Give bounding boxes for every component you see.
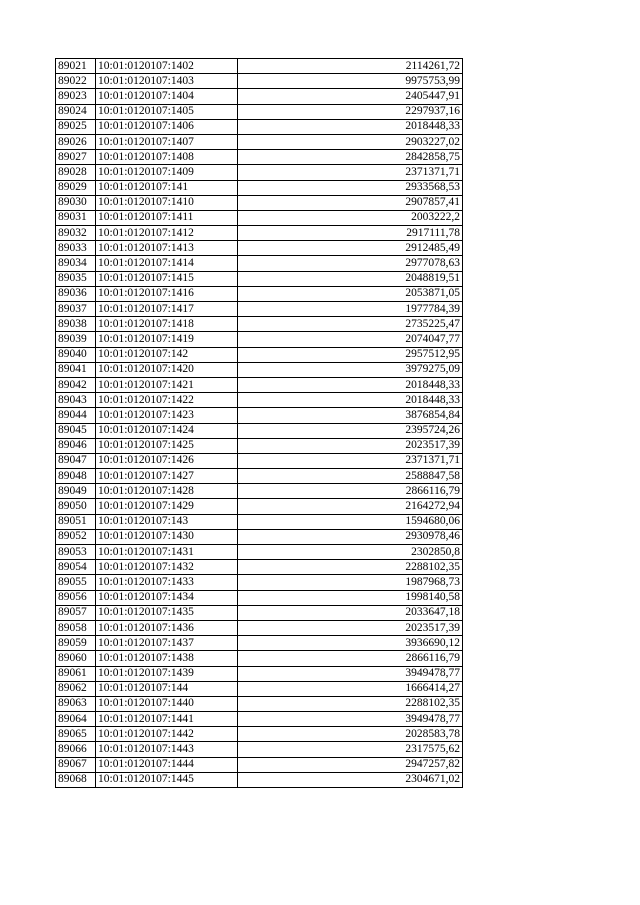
cadastral-number-cell: 10:01:0120107:1445	[96, 772, 238, 787]
cadastral-number-cell: 10:01:0120107:1420	[96, 362, 238, 377]
row-number-cell: 89055	[56, 575, 96, 590]
row-number-cell: 89021	[56, 59, 96, 74]
table-row	[56, 362, 463, 377]
cadastral-value-table	[55, 58, 463, 788]
row-number-cell: 89061	[56, 666, 96, 681]
table-row	[56, 727, 463, 742]
table-row	[56, 256, 463, 271]
cadastral-value-cell: 2933568,53	[238, 180, 463, 195]
row-number-cell: 89056	[56, 590, 96, 605]
cadastral-value-cell: 2957512,95	[238, 347, 463, 362]
row-number-cell: 89048	[56, 469, 96, 484]
table-row	[56, 681, 463, 696]
cadastral-number-cell: 10:01:0120107:1418	[96, 317, 238, 332]
cadastral-value-cell: 2371371,71	[238, 453, 463, 468]
cadastral-number-cell: 10:01:0120107:1435	[96, 605, 238, 620]
table-row	[56, 119, 463, 134]
document-sheet	[55, 58, 462, 788]
table-row	[56, 636, 463, 651]
table-row	[56, 302, 463, 317]
cadastral-number-cell: 10:01:0120107:1438	[96, 651, 238, 666]
cadastral-value-cell: 2302850,8	[238, 545, 463, 560]
cadastral-number-cell: 10:01:0120107:1434	[96, 590, 238, 605]
cadastral-number-cell: 10:01:0120107:1407	[96, 134, 238, 149]
row-number-cell: 89029	[56, 180, 96, 195]
cadastral-number-cell: 10:01:0120107:144	[96, 681, 238, 696]
row-number-cell: 89041	[56, 362, 96, 377]
cadastral-value-cell: 2903227,02	[238, 134, 463, 149]
cadastral-number-cell: 10:01:0120107:1426	[96, 453, 238, 468]
row-number-cell: 89044	[56, 408, 96, 423]
table-row	[56, 317, 463, 332]
row-number-cell: 89035	[56, 271, 96, 286]
cadastral-number-cell: 10:01:0120107:1414	[96, 256, 238, 271]
table-row	[56, 560, 463, 575]
table-row	[56, 666, 463, 681]
row-number-cell: 89022	[56, 74, 96, 89]
row-number-cell: 89027	[56, 150, 96, 165]
cadastral-number-cell: 10:01:0120107:1422	[96, 393, 238, 408]
row-number-cell: 89065	[56, 727, 96, 742]
row-number-cell: 89060	[56, 651, 96, 666]
row-number-cell: 89030	[56, 195, 96, 210]
cadastral-value-cell: 2912485,49	[238, 241, 463, 256]
row-number-cell: 89031	[56, 210, 96, 225]
row-number-cell: 89050	[56, 499, 96, 514]
cadastral-number-cell: 10:01:0120107:1443	[96, 742, 238, 757]
table-row	[56, 408, 463, 423]
table-row	[56, 651, 463, 666]
cadastral-value-cell: 2842858,75	[238, 150, 463, 165]
cadastral-number-cell: 10:01:0120107:1413	[96, 241, 238, 256]
cadastral-value-cell: 2048819,51	[238, 271, 463, 286]
row-number-cell: 89054	[56, 560, 96, 575]
cadastral-value-cell: 1987968,73	[238, 575, 463, 590]
table-row	[56, 347, 463, 362]
cadastral-number-cell: 10:01:0120107:1424	[96, 423, 238, 438]
cadastral-number-cell: 10:01:0120107:1404	[96, 89, 238, 104]
row-number-cell: 89064	[56, 712, 96, 727]
cadastral-value-cell: 2033647,18	[238, 605, 463, 620]
cadastral-value-cell: 2947257,82	[238, 757, 463, 772]
cadastral-number-cell: 10:01:0120107:1421	[96, 377, 238, 392]
row-number-cell: 89040	[56, 347, 96, 362]
cadastral-value-cell: 2395724,26	[238, 423, 463, 438]
cadastral-value-cell: 1977784,39	[238, 302, 463, 317]
cadastral-value-cell: 3949478,77	[238, 712, 463, 727]
cadastral-number-cell: 10:01:0120107:1440	[96, 696, 238, 711]
row-number-cell: 89037	[56, 302, 96, 317]
cadastral-number-cell: 10:01:0120107:1428	[96, 484, 238, 499]
cadastral-number-cell: 10:01:0120107:1416	[96, 286, 238, 301]
table-row	[56, 742, 463, 757]
row-number-cell: 89024	[56, 104, 96, 119]
row-number-cell: 89046	[56, 438, 96, 453]
table-row	[56, 150, 463, 165]
table-row	[56, 772, 463, 787]
cadastral-number-cell: 10:01:0120107:1411	[96, 210, 238, 225]
cadastral-number-cell: 10:01:0120107:141	[96, 180, 238, 195]
table-row	[56, 195, 463, 210]
cadastral-value-cell: 2023517,39	[238, 438, 463, 453]
cadastral-number-cell: 10:01:0120107:1415	[96, 271, 238, 286]
cadastral-number-cell: 10:01:0120107:1430	[96, 529, 238, 544]
row-number-cell: 89053	[56, 545, 96, 560]
table-row	[56, 104, 463, 119]
cadastral-number-cell: 10:01:0120107:1431	[96, 545, 238, 560]
row-number-cell: 89049	[56, 484, 96, 499]
cadastral-value-cell: 2003222,2	[238, 210, 463, 225]
cadastral-value-cell: 2735225,47	[238, 317, 463, 332]
table-row	[56, 165, 463, 180]
cadastral-value-cell: 2018448,33	[238, 377, 463, 392]
table-row	[56, 605, 463, 620]
cadastral-value-cell: 2288102,35	[238, 696, 463, 711]
cadastral-number-cell: 10:01:0120107:1442	[96, 727, 238, 742]
table-row	[56, 590, 463, 605]
row-number-cell: 89028	[56, 165, 96, 180]
cadastral-number-cell: 10:01:0120107:1409	[96, 165, 238, 180]
cadastral-number-cell: 10:01:0120107:142	[96, 347, 238, 362]
row-number-cell: 89042	[56, 377, 96, 392]
cadastral-value-cell: 3979275,09	[238, 362, 463, 377]
cadastral-value-cell: 9975753,99	[238, 74, 463, 89]
table-row	[56, 59, 463, 74]
row-number-cell: 89062	[56, 681, 96, 696]
cadastral-value-cell: 1666414,27	[238, 681, 463, 696]
table-row	[56, 74, 463, 89]
cadastral-number-cell: 10:01:0120107:1403	[96, 74, 238, 89]
cadastral-value-cell: 3936690,12	[238, 636, 463, 651]
table-row	[56, 241, 463, 256]
cadastral-value-cell: 2405447,91	[238, 89, 463, 104]
table-row	[56, 484, 463, 499]
cadastral-value-cell: 2866116,79	[238, 651, 463, 666]
table-row	[56, 575, 463, 590]
cadastral-value-cell: 2977078,63	[238, 256, 463, 271]
row-number-cell: 89067	[56, 757, 96, 772]
row-number-cell: 89039	[56, 332, 96, 347]
cadastral-number-cell: 10:01:0120107:1417	[96, 302, 238, 317]
cadastral-value-cell: 3949478,77	[238, 666, 463, 681]
cadastral-number-cell: 10:01:0120107:1402	[96, 59, 238, 74]
cadastral-number-cell: 10:01:0120107:143	[96, 514, 238, 529]
row-number-cell: 89036	[56, 286, 96, 301]
cadastral-value-cell: 2023517,39	[238, 620, 463, 635]
cadastral-number-cell: 10:01:0120107:1437	[96, 636, 238, 651]
cadastral-value-cell: 1594680,06	[238, 514, 463, 529]
row-number-cell: 89025	[56, 119, 96, 134]
cadastral-number-cell: 10:01:0120107:1439	[96, 666, 238, 681]
table-row	[56, 423, 463, 438]
cadastral-number-cell: 10:01:0120107:1429	[96, 499, 238, 514]
row-number-cell: 89057	[56, 605, 96, 620]
table-row	[56, 134, 463, 149]
cadastral-number-cell: 10:01:0120107:1432	[96, 560, 238, 575]
cadastral-value-cell: 2028583,78	[238, 727, 463, 742]
cadastral-value-cell: 2907857,41	[238, 195, 463, 210]
cadastral-value-cell: 2114261,72	[238, 59, 463, 74]
row-number-cell: 89023	[56, 89, 96, 104]
row-number-cell: 89066	[56, 742, 96, 757]
row-number-cell: 89038	[56, 317, 96, 332]
cadastral-number-cell: 10:01:0120107:1412	[96, 226, 238, 241]
row-number-cell: 89052	[56, 529, 96, 544]
table-row	[56, 712, 463, 727]
table-row	[56, 514, 463, 529]
table-row	[56, 286, 463, 301]
cadastral-number-cell: 10:01:0120107:1423	[96, 408, 238, 423]
cadastral-number-cell: 10:01:0120107:1425	[96, 438, 238, 453]
table-row	[56, 696, 463, 711]
row-number-cell: 89034	[56, 256, 96, 271]
cadastral-value-cell: 2930978,46	[238, 529, 463, 544]
row-number-cell: 89032	[56, 226, 96, 241]
cadastral-value-cell: 3876854,84	[238, 408, 463, 423]
row-number-cell: 89033	[56, 241, 96, 256]
cadastral-value-cell: 2053871,05	[238, 286, 463, 301]
table-row	[56, 332, 463, 347]
table-row	[56, 620, 463, 635]
table-row	[56, 210, 463, 225]
table-row	[56, 438, 463, 453]
table-row	[56, 469, 463, 484]
cadastral-number-cell: 10:01:0120107:1408	[96, 150, 238, 165]
cadastral-number-cell: 10:01:0120107:1405	[96, 104, 238, 119]
cadastral-value-cell: 2917111,78	[238, 226, 463, 241]
cadastral-value-cell: 2018448,33	[238, 393, 463, 408]
cadastral-value-cell: 2018448,33	[238, 119, 463, 134]
cadastral-number-cell: 10:01:0120107:1436	[96, 620, 238, 635]
cadastral-number-cell: 10:01:0120107:1406	[96, 119, 238, 134]
row-number-cell: 89063	[56, 696, 96, 711]
cadastral-number-cell: 10:01:0120107:1441	[96, 712, 238, 727]
row-number-cell: 89047	[56, 453, 96, 468]
cadastral-value-cell: 2317575,62	[238, 742, 463, 757]
table-row	[56, 226, 463, 241]
cadastral-number-cell: 10:01:0120107:1427	[96, 469, 238, 484]
row-number-cell: 89043	[56, 393, 96, 408]
cadastral-number-cell: 10:01:0120107:1444	[96, 757, 238, 772]
table-row	[56, 271, 463, 286]
table-row	[56, 393, 463, 408]
table-row	[56, 757, 463, 772]
table-row	[56, 377, 463, 392]
cadastral-value-cell: 1998140,58	[238, 590, 463, 605]
cadastral-number-cell: 10:01:0120107:1433	[96, 575, 238, 590]
row-number-cell: 89068	[56, 772, 96, 787]
table-row	[56, 89, 463, 104]
row-number-cell: 89026	[56, 134, 96, 149]
cadastral-number-cell: 10:01:0120107:1410	[96, 195, 238, 210]
cadastral-value-cell: 2288102,35	[238, 560, 463, 575]
table-row	[56, 180, 463, 195]
cadastral-value-cell: 2371371,71	[238, 165, 463, 180]
row-number-cell: 89045	[56, 423, 96, 438]
table-row	[56, 453, 463, 468]
table-row	[56, 499, 463, 514]
cadastral-value-cell: 2866116,79	[238, 484, 463, 499]
row-number-cell: 89059	[56, 636, 96, 651]
table-row	[56, 545, 463, 560]
cadastral-value-cell: 2297937,16	[238, 104, 463, 119]
cadastral-value-cell: 2074047,77	[238, 332, 463, 347]
row-number-cell: 89051	[56, 514, 96, 529]
cadastral-number-cell: 10:01:0120107:1419	[96, 332, 238, 347]
cadastral-value-cell: 2304671,02	[238, 772, 463, 787]
cadastral-value-cell: 2588847,58	[238, 469, 463, 484]
cadastral-value-cell: 2164272,94	[238, 499, 463, 514]
table-body	[56, 59, 463, 788]
table-row	[56, 529, 463, 544]
row-number-cell: 89058	[56, 620, 96, 635]
